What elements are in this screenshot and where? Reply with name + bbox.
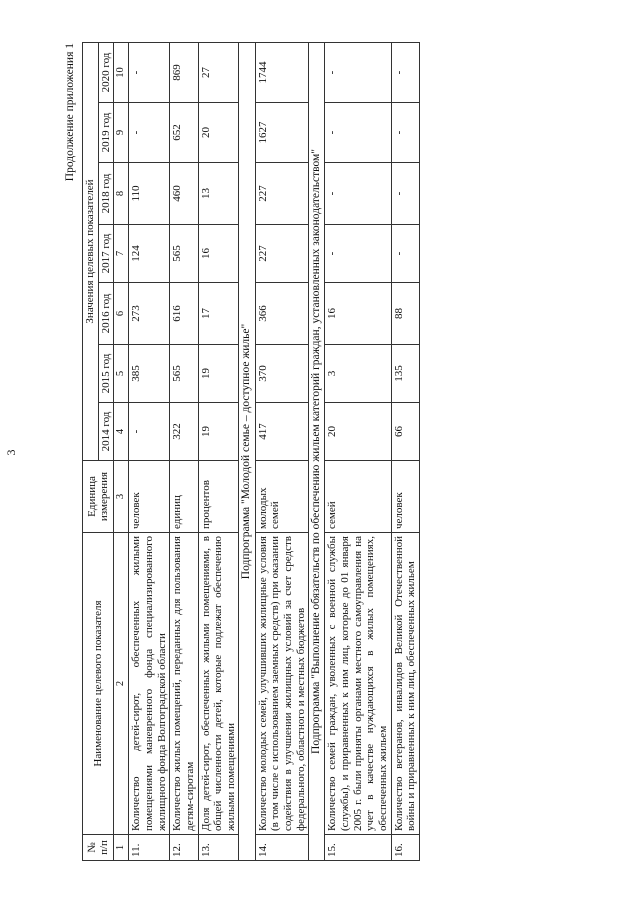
indicator-value: 16 xyxy=(325,283,391,345)
column-number: 1 xyxy=(114,835,129,861)
indicator-value: 565 xyxy=(170,225,198,283)
column-number: 5 xyxy=(114,345,129,403)
indicator-value: 16 xyxy=(198,225,239,283)
column-number: 8 xyxy=(114,163,129,225)
indicator-value: 385 xyxy=(129,345,170,403)
indicator-value: 88 xyxy=(391,283,419,345)
row-number: 13. xyxy=(198,835,239,861)
continuation-note: Продолжение приложения 1 xyxy=(64,43,76,182)
indicator-value: 652 xyxy=(170,103,198,163)
indicator-value: 3 xyxy=(325,345,391,403)
indicator-name: Количество ветеранов, инвалидов Великой Отечественной войны и приравненных к ним лиц, обеспеченных жильем xyxy=(391,533,419,835)
indicator-value: - xyxy=(391,225,419,283)
indicator-value: 27 xyxy=(198,43,239,103)
indicator-unit: процентов xyxy=(198,461,239,533)
table-row xyxy=(170,43,198,861)
header-num: № п/п xyxy=(83,835,114,861)
indicator-value: - xyxy=(325,43,391,103)
indicator-value: 124 xyxy=(129,225,170,283)
header-unit: Единица измерения xyxy=(83,461,114,533)
indicator-value: - xyxy=(129,103,170,163)
header-row-1 xyxy=(83,43,99,861)
indicator-value: - xyxy=(129,403,170,461)
indicator-unit: человек xyxy=(129,461,170,533)
row-number: 15. xyxy=(325,835,391,861)
column-number: 7 xyxy=(114,225,129,283)
indicator-value: 869 xyxy=(170,43,198,103)
header-year: 2014 год xyxy=(98,403,114,461)
indicator-unit: человек xyxy=(391,461,419,533)
indicator-name: Количество семей граждан, уволенных с военной службы (службы), и приравненных к ним лиц, которые до 01 января 2005 г. были приняты органами местного самоуправления на учет в качестве нуждающихся в жилых помещениях, обеспеченных жильем xyxy=(325,533,391,835)
row-number: 12. xyxy=(170,835,198,861)
indicator-value: 227 xyxy=(255,163,309,225)
column-number: 4 xyxy=(114,403,129,461)
column-number: 2 xyxy=(114,533,129,835)
indicator-value: - xyxy=(325,163,391,225)
indicator-name: Количество детей-сирот, обеспеченных жилыми помещениями маневренного фонда специализированного жилищного фонда Волгоградской области xyxy=(129,533,170,835)
row-number: 16. xyxy=(391,835,419,861)
indicator-value: - xyxy=(325,103,391,163)
column-number: 6 xyxy=(114,283,129,345)
indicator-value: 227 xyxy=(255,225,309,283)
header-year: 2019 год xyxy=(98,103,114,163)
table-row xyxy=(325,43,391,861)
column-number: 3 xyxy=(114,461,129,533)
indicator-value: 370 xyxy=(255,345,309,403)
indicator-value: 1627 xyxy=(255,103,309,163)
indicator-unit: молодых семей xyxy=(255,461,309,533)
header-year: 2017 год xyxy=(98,225,114,283)
subprogram-title: Подпрограмма "Выполнение обязательств по обеспечению жильем категорий граждан, установленных законодательством" xyxy=(309,43,325,861)
indicator-value: 1744 xyxy=(255,43,309,103)
column-number: 9 xyxy=(114,103,129,163)
subprogram-title: Подпрограмма "Молодой семье – доступное жилье" xyxy=(239,43,255,861)
header-name: Наименование целевого показателя xyxy=(83,533,114,835)
indicator-value: 460 xyxy=(170,163,198,225)
indicator-value: 565 xyxy=(170,345,198,403)
table-row xyxy=(129,43,170,861)
indicator-value: - xyxy=(129,43,170,103)
indicator-value: 417 xyxy=(255,403,309,461)
indicator-value: - xyxy=(325,225,391,283)
table-row xyxy=(198,43,239,861)
subprogram-row xyxy=(239,43,255,861)
header-year: 2016 год xyxy=(98,283,114,345)
indicator-value: - xyxy=(391,103,419,163)
indicator-value: 273 xyxy=(129,283,170,345)
indicator-value: 366 xyxy=(255,283,309,345)
table-row xyxy=(255,43,309,861)
header-year: 2018 год xyxy=(98,163,114,225)
table-row xyxy=(391,43,419,861)
indicator-value: 616 xyxy=(170,283,198,345)
header-year: 2015 год xyxy=(98,345,114,403)
indicator-value: 19 xyxy=(198,345,239,403)
subprogram-row xyxy=(309,43,325,861)
indicator-name: Доля детей-сирот, обеспеченных жилыми помещениями, в общей численности детей, которые подлежат обеспечению жилыми помещениями xyxy=(198,533,239,835)
column-numbers-row xyxy=(114,43,129,861)
indicator-value: 20 xyxy=(325,403,391,461)
indicator-value: 20 xyxy=(198,103,239,163)
indicator-unit: семей xyxy=(325,461,391,533)
indicator-value: 110 xyxy=(129,163,170,225)
header-year: 2020 год xyxy=(98,43,114,103)
indicator-name: Количество молодых семей, улучшивших жилищные условия (в том числе с использованием заемных средств) при оказании содействия в улучшении жилищных условий за счет средств федерального, областного и местных бюджетов xyxy=(255,533,309,835)
indicator-value: 66 xyxy=(391,403,419,461)
indicator-unit: единиц xyxy=(170,461,198,533)
indicator-value: 17 xyxy=(198,283,239,345)
row-number: 11. xyxy=(129,835,170,861)
column-number: 10 xyxy=(114,43,129,103)
indicator-value: 19 xyxy=(198,403,239,461)
indicator-name: Количество жилых помещений, переданных для пользования детям-сиротам xyxy=(170,533,198,835)
page-number: 3 xyxy=(4,449,18,456)
row-number: 14. xyxy=(255,835,309,861)
indicator-value: - xyxy=(391,163,419,225)
indicator-value: - xyxy=(391,43,419,103)
indicator-value: 322 xyxy=(170,403,198,461)
indicator-value: 13 xyxy=(198,163,239,225)
header-values-group: Значения целевых показателей xyxy=(83,43,99,461)
table-body xyxy=(83,43,420,861)
indicator-value: 135 xyxy=(391,345,419,403)
indicators-table xyxy=(82,42,420,861)
